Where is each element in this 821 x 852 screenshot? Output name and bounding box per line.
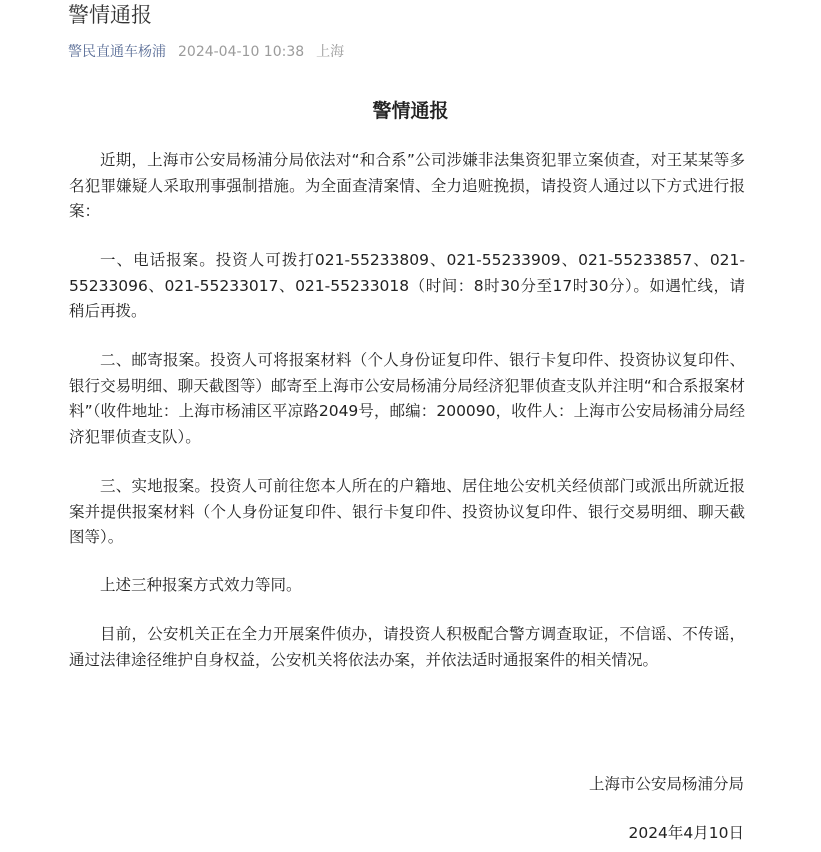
paragraph-onsite-report: 三、实地报案。投资人可前往您本人所在的户籍地、居住地公安机关经侦部门或派出所就近报案并提供报案材料（个人身份证复印件、银行卡复印件、投资协议复印件、银行交易明细、聊天截图等）。 (69, 477, 745, 546)
signature-date: 2024年4月10日 (628, 824, 744, 842)
paragraph-mail-report: 二、邮寄报案。投资人可将报案材料（个人身份证复印件、银行卡复印件、投资协议复印件、银行交易明细、聊天截图等）邮寄至上海市公安局杨浦分局经济犯罪侦查支队并注明“和合系报案材料”（收件地址：上海市杨浦区平凉路2049号，邮编：200090，收件人：上海市公安局杨浦分局经济犯罪侦查支队）。 (69, 351, 745, 446)
paragraph-intro: 近期，上海市公安局杨浦分局依法对“和合系”公司涉嫌非法集资犯罪立案侦查，对王某某等多名犯罪嫌疑人采取刑事强制措施。为全面查清案情、全力追赃挽损，请投资人通过以下方式进行报案： (69, 151, 745, 220)
article-title: 警情通报 (372, 100, 449, 122)
publish-time: 2024-04-10 10:38 (178, 44, 305, 60)
publish-location: 上海 (316, 44, 345, 60)
signature-organization: 上海市公安局杨浦分局 (588, 775, 744, 793)
paragraph-phone-report: 一、电话报案。投资人可拨打021-55233809、021-55233909、021-55233857、021-55233096、021-55233017、021-55233018（时间：8时30分至17时30分）。如遇忙线，请稍后再拨。 (69, 251, 745, 320)
article-meta (68, 43, 344, 61)
paragraph-closing: 目前，公安机关正在全力开展案件侦办，请投资人积极配合警方调查取证，不信谣、不传谣，通过法律途径维护自身权益，公安机关将依法办案，并依法适时通报案件的相关情况。 (69, 625, 745, 669)
paragraph-equal-validity: 上述三种报案方式效力等同。 (100, 576, 302, 594)
page-title: 警情通报 (68, 3, 152, 27)
account-name-link[interactable]: 警民直通车杨浦 (68, 44, 166, 60)
